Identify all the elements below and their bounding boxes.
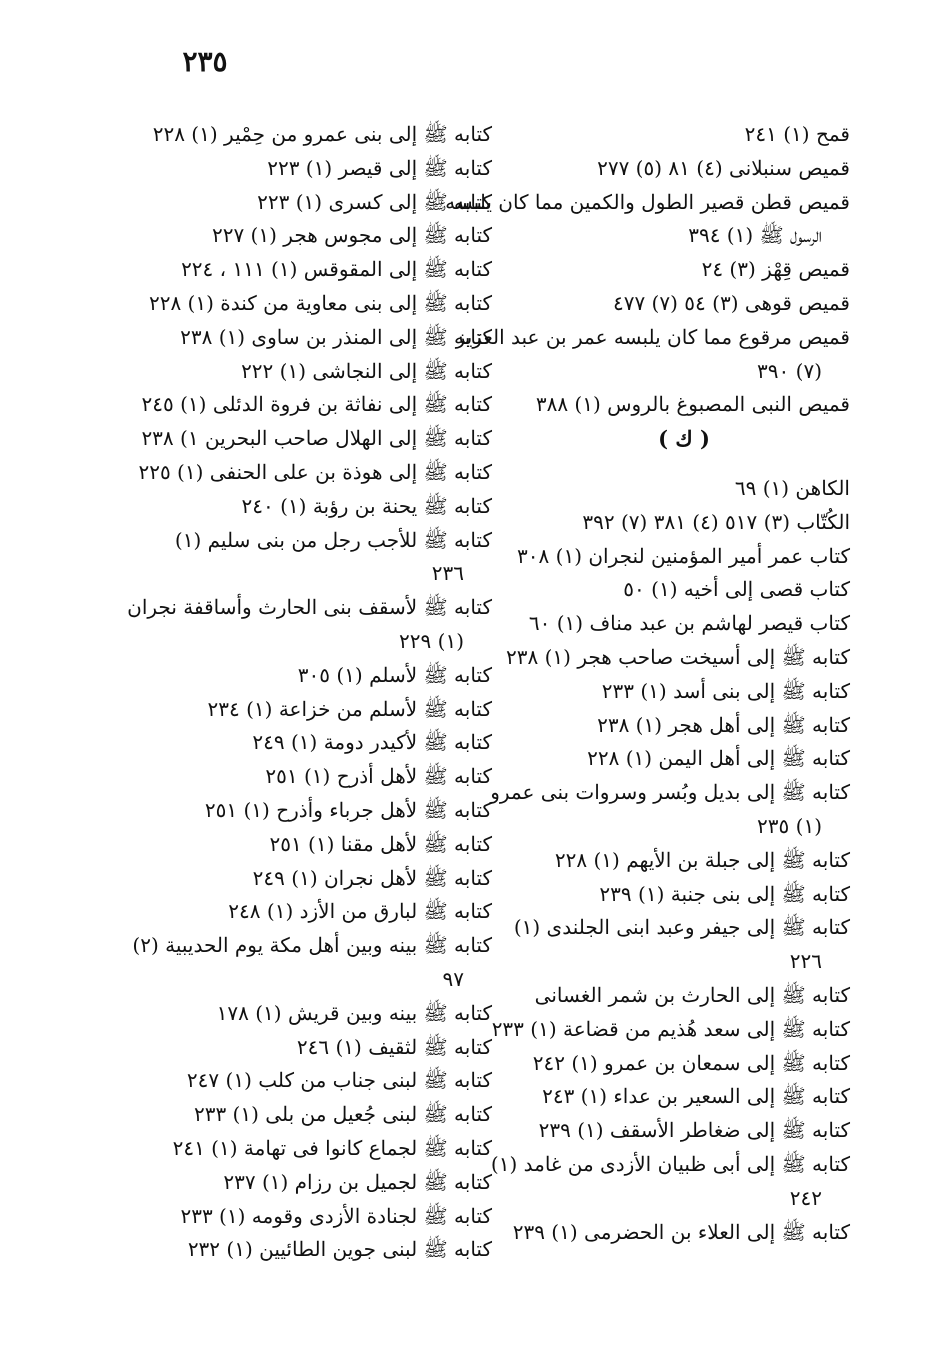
index-entry: كتابه ﷺ إلى بنى عمرو من حِمْير (١) ٢٢٨ <box>152 122 492 146</box>
index-entry-continuation: (١) ٢٢٩ <box>399 628 464 653</box>
index-entry-continuation: ٢٢٦ <box>789 949 822 974</box>
index-entry: كتابه ﷺ إلى قيصر (١) ٢٢٣ <box>267 155 492 180</box>
index-entry: كتابه ﷺ إلى كسرى (١) ٢٢٣ <box>257 189 492 214</box>
index-entry: كتابه ﷺ لأهل مقنا (١) ٢٥١ <box>269 831 492 856</box>
index-entry: كتابه ﷺ لأهل جرباء وأذرح (١) ٢٥١ <box>204 797 492 822</box>
index-entry: الكُتّاب (٣) ٥١٧ (٤) ٣٨١ (٧) ٣٩٢ <box>582 509 850 534</box>
index-entry: كتابه ﷺ للأجب رجل من بنى سليم (١) <box>174 527 492 552</box>
index-entry: كتابه ﷺ إلى ضغاطر الأسقف (١) ٢٣٩ <box>538 1118 850 1143</box>
index-entry-continuation: (١) ٢٣٥ <box>757 813 822 838</box>
index-entry: كتابه ﷺ إلى المقوقس (١) ١١١ ، ٢٢٤ <box>181 257 492 282</box>
index-entry: كتابه ﷺ إلى المنذر بن ساوى (١) ٢٣٨ <box>180 324 492 349</box>
index-entry-continuation: ٩٧ <box>442 966 464 991</box>
index-entry: كتابه ﷺ لبارق من الأزد (١) ٢٤٨ <box>228 899 492 924</box>
index-entry: كتابه ﷺ لأسقف بنى الحارث وأساقفة نجران <box>127 595 492 620</box>
index-entry: كتابه ﷺ لثقيف (١) ٢٤٦ <box>296 1034 492 1059</box>
index-entry: كتابه ﷺ إلى بنى أسد (١) ٢٣٣ <box>601 678 850 703</box>
index-entry: قميص قطن قصير الطول والكمين مما كان يلبسه <box>445 189 850 214</box>
index-entry: كتابه ﷺ إلى بنى جنبة (١) ٢٣٩ <box>599 881 850 906</box>
index-entry: كتابه ﷺ بينه وبين قريش (١) ١٧٨ <box>216 1000 492 1025</box>
index-entry: كتاب قصى إلى أخيه (١) ٥٠ <box>623 577 850 602</box>
index-entry: كتابه ﷺ إلى أهل اليمن (١) ٢٢٨ <box>587 746 850 771</box>
index-entry-continuation: (٧) ٣٩٠ <box>757 358 822 383</box>
index-entry: كتابه ﷺ إلى الهلال صاحب البحرين ١) ٢٣٨ <box>141 426 492 451</box>
index-entry: كتابه ﷺ إلى نفاثة بن فروة الدئلى (١) ٢٤٥ <box>141 392 492 417</box>
index-entry: كتابه ﷺ لأهل نجران (١) ٢٤٩ <box>252 865 492 890</box>
index-entry: كتابه ﷺ لأسلم من خزاعة (١) ٢٣٤ <box>207 696 492 721</box>
index-entry: قميص سنبلانى (٤) ٨١ (٥) ٢٧٧ <box>597 155 850 180</box>
index-entry: كتابه ﷺ إلى أسيخت صاحب هجر (١) ٢٣٨ <box>506 644 850 669</box>
index-entry: كتابه ﷺ يحنة بن رؤبة (١) ٢٤٠ <box>241 493 492 518</box>
index-entry: كتاب عمر أمير المؤمنين لنجران (١) ٣٠٨ <box>517 543 850 568</box>
index-entry: كتابه ﷺ إلى مجوس هجر (١) ٢٢٧ <box>211 223 492 248</box>
index-entry: كتابه ﷺ إلى السعير بن عداء (١) ٢٤٣ <box>542 1084 850 1109</box>
index-entry: قميص قوهى (٣) ٥٤ (٧) ٤٧٧ <box>612 290 850 315</box>
index-entry: كتابه ﷺ لجميل بن رزام (١) ٢٣٧ <box>223 1169 492 1194</box>
index-entry: كتابه ﷺ إلى سمعان بن عمرو (١) ٢٤٢ <box>532 1050 850 1075</box>
index-entry: كتابه ﷺ إلى العلاء بن الحضرمى (١) ٢٣٩ <box>512 1219 850 1244</box>
index-column-left <box>127 118 492 1267</box>
index-entry: قمح (١) ٢٤١ <box>744 122 850 146</box>
index-entry: كتابه ﷺ إلى بنى معاوية من كندة (١) ٢٢٨ <box>148 290 492 315</box>
index-entry: قميص مرقوع مما كان يلبسه عمر بن عبد العزيز <box>455 324 850 349</box>
index-entry: كتابه ﷺ لأكيدر دومة (١) ٢٤٩ <box>252 730 492 755</box>
index-entry-continuation: ٢٣٦ <box>431 561 464 586</box>
index-entry-continuation: ٢٤٢ <box>789 1185 822 1210</box>
index-entry: الكاهن (١) ٦٩ <box>734 475 850 500</box>
index-entry: كتابه ﷺ إلى أبى ظبيان الأزدى من غامد (١) <box>490 1151 850 1176</box>
index-entry: كتابه ﷺ لأسلم (١) ٣٠٥ <box>297 662 492 687</box>
index-entry: كتابه ﷺ لبنى جُعيل من بلى (١) ٢٣٣ <box>193 1102 492 1127</box>
index-entry-continuation: الرسول ﷺ (١) ٣٩٤ <box>688 223 822 248</box>
page-number: ٢٣٥ <box>182 45 228 78</box>
index-entry: كتابه ﷺ إلى جيفر وعبد ابنى الجلندى (١) <box>513 915 850 940</box>
spacer <box>518 456 850 472</box>
index-entry: قميص النبى المصبوغ بالروس (١) ٣٨٨ <box>535 392 850 417</box>
index-entry: كتابه ﷺ إلى بديل وبُسر وسروات بنى عمرو <box>490 780 850 805</box>
index-entry: كتاب قيصر لهاشم بن عبد مناف (١) ٦٠ <box>528 611 850 636</box>
index-entry: كتابه ﷺ إلى النجاشى (١) ٢٢٢ <box>241 358 492 383</box>
index-entry: كتابه ﷺ إلى هوذة بن على الحنفى (١) ٢٢٥ <box>138 459 492 484</box>
index-entry: كتابه ﷺ إلى الحارث بن شمر الغسانى <box>534 982 850 1007</box>
index-entry: كتابه ﷺ لبنى جوين الطائيين (١) ٢٣٢ <box>187 1237 492 1262</box>
index-entry: كتابه ﷺ بينه وبين أهل مكة يوم الحديبية (٢) <box>132 933 492 958</box>
index-entry: كتابه ﷺ إلى سعد هُذيم من قضاعة (١) ٢٣٣ <box>491 1016 850 1041</box>
index-entry: كتابه ﷺ إلى جبلة بن الأيهم (١) ٢٢٨ <box>554 847 850 872</box>
index-entry: كتابه ﷺ لبنى جناب من كلب (١) ٢٤٧ <box>186 1068 492 1093</box>
index-entry: كتابه ﷺ لجماع كانوا فى تهامة (١) ٢٤١ <box>172 1135 492 1160</box>
section-heading: ( ك ) <box>658 426 710 452</box>
index-entry: كتابه ﷺ لجنادة الأزدى وقومه (١) ٢٣٣ <box>180 1203 492 1228</box>
index-entry: كتابه ﷺ لأهل أذرح (١) ٢٥١ <box>265 764 492 789</box>
index-entry: قميص قِهْز (٣) ٢٤ <box>701 257 850 282</box>
index-entry: كتابه ﷺ إلى أهل هجر (١) ٢٣٨ <box>597 712 850 737</box>
